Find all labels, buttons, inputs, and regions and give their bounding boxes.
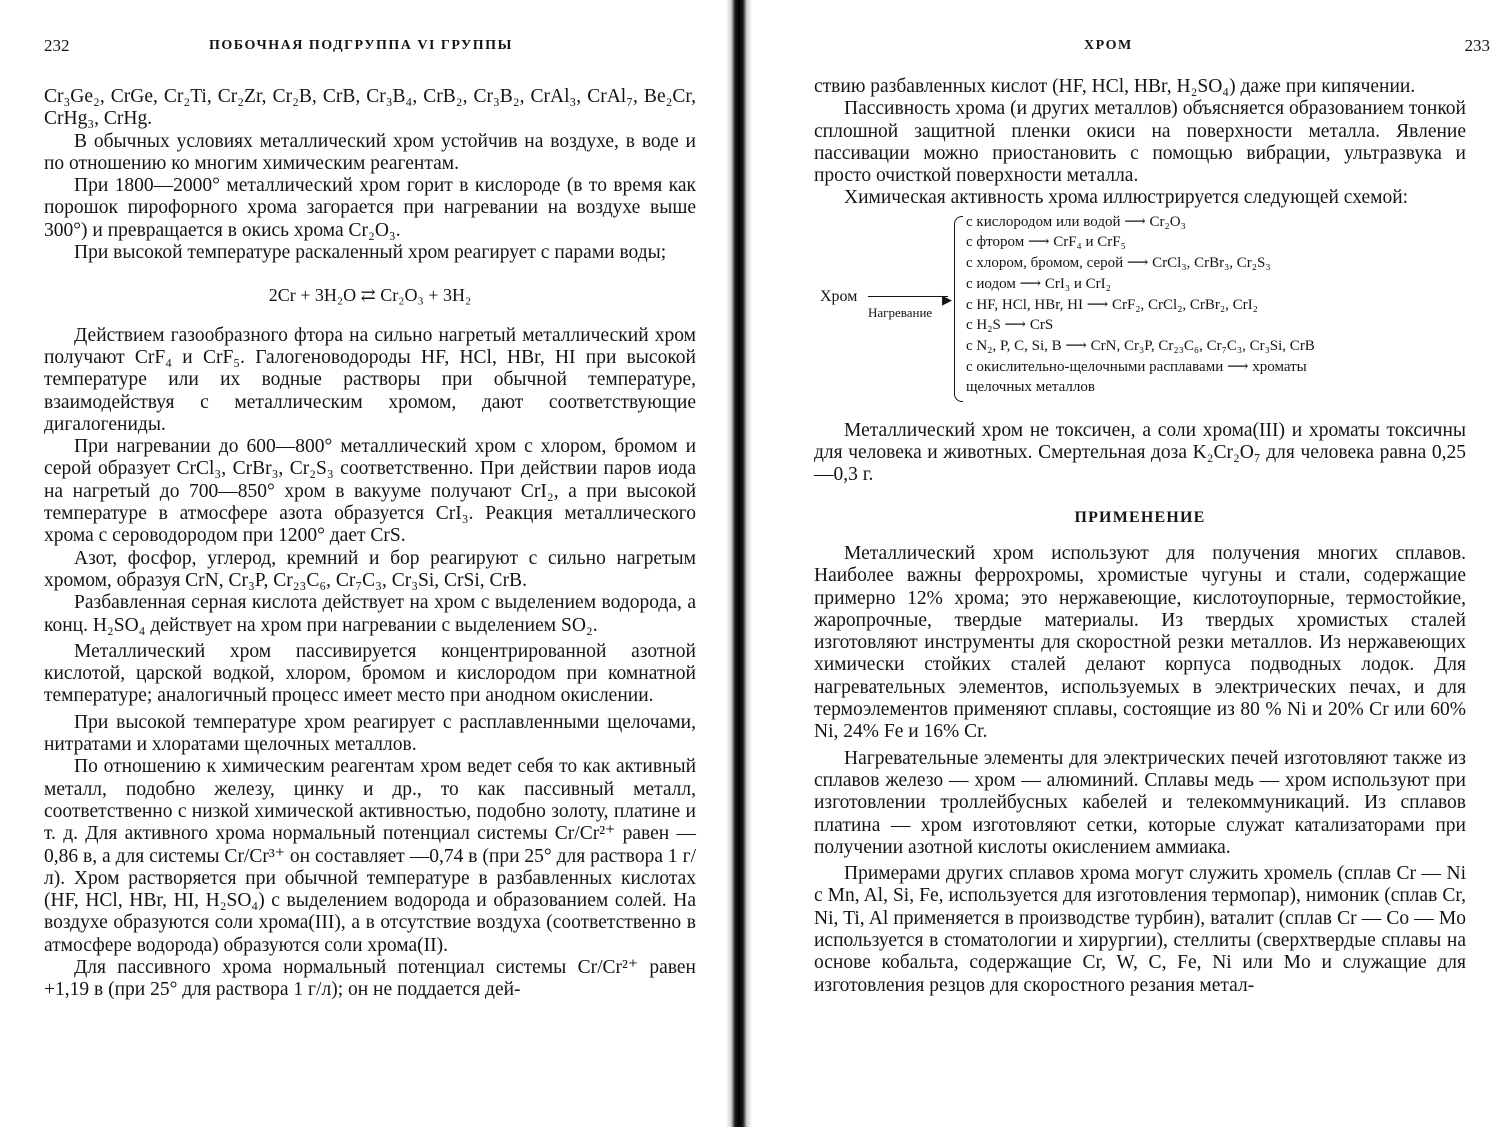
- paragraph: Металлический хром не токсичен, а соли хрома(III) и хроматы токсичны для человека и животных. Смертельная доза K₂Cr₂O₇ для человека равна 0,25—0,3 г.: [814, 419, 1466, 486]
- scheme-items: [966, 212, 1315, 398]
- scheme-item: с N₂, P, C, Si, B ⟶ CrN, Cr₃P, Cr₂₃C₆, Cr₇C₃, Cr₃Si, CrB: [966, 337, 1315, 354]
- left-page-body: [44, 86, 696, 1002]
- paragraph: При высокой температуре хром реагирует с расплавленными щелочами, нитратами и хлоратами щелочных металлов.: [44, 711, 696, 756]
- reaction-scheme: [814, 212, 1466, 408]
- paragraph: ствию разбавленных кислот (HF, HCl, HBr, H₂SO₄) даже при кипячении.: [814, 76, 1416, 97]
- paragraph: При 1800—2000° металлический хром горит в кислороде (в то время как порошок пирофорного хрома загорается при нагревании на воздухе выше 300°) и превращается в окись хрома Cr₂O₃.: [44, 175, 696, 241]
- paragraph: В обычных условиях металлический хром устойчив на воздухе, в воде и по отношению ко многим химическим реагентам.: [44, 130, 696, 174]
- scheme-item: с хлором, бромом, серой ⟶ CrCl₃, CrBr₃, Cr₂S₃: [966, 255, 1271, 272]
- scheme-condition: Нагревание: [868, 304, 933, 320]
- right-page: [814, 0, 1490, 1127]
- left-page: [44, 0, 696, 1127]
- paragraph: Пассивность хрома (и других металлов) объясняется образованием тонкой сплошной защитной пленки окиси на поверхности металла. Явление пассивации можно приостановить с помощью вибрации, ультразвука и просто очисткой поверхности металла.: [814, 98, 1466, 187]
- paragraph: Действием газообразного фтора на сильно нагретый металлический хром получают CrF₄ и CrF₅. Галогеноводороды HF, HCl, HBr, HI при высокой температуре или их водные растворы при обычной температуре, взаимодействуя с металлическим хромом, дают соответствующие дигалогениды.: [44, 324, 696, 435]
- section-heading: ПРИМЕНЕНИЕ: [1074, 508, 1206, 526]
- paragraph: Азот, фосфор, углерод, кремний и бор реагируют с сильно нагретым хромом, образуя CrN, Cr₃P, Cr₂₃C₆, Cr₇C₃, Cr₃Si, CrSi, CrB.: [44, 547, 696, 591]
- running-title-left: ПОБОЧНАЯ ПОДГРУППА VI ГРУППЫ: [209, 38, 513, 53]
- scheme-item: с фтором ⟶ CrF₄ и CrF₅: [966, 234, 1126, 251]
- paragraph: При высокой температуре раскаленный хром реагирует с парами воды;: [74, 242, 667, 264]
- paragraph: Металлический хром используют для получения многих сплавов. Наиболее важны феррохромы, хромистые чугуны и стали, содержащие примерно 12% хрома; это нержавеющие, кислотоупорные, термостойкие, жаропрочные, твердые материалы. Из твердых хромистых сталей изготовляют инструменты для скоростной резки металлов. Из нержавеющих химически стойких сталей делают корпуса подводных лодок. Для нагревательных элементов, используемых в электрических печах, и для термоэлементов применяют сплавы, состоящие из 80 % Ni и 20% Cr или 60% Ni, 24% Fe и 16% Cr.: [814, 542, 1466, 743]
- page-number-right: 233: [1464, 36, 1490, 55]
- paragraph: По отношению к химическим реагентам хром ведет себя то как активный металл, подобно железу, цинку и др., то как пассивный металл, соответственно с низкой химической активностью, подобно золоту, платине и т. д. Для активного хрома нормальный потенциал системы Cr/Cr²⁺ равен —0,86 в, а для системы Cr/Cr³⁺ он составляет —0,74 в (при 25° для раствора 1 г/л). Хром растворяется при обычной температуре в разбавленных кислотах (HF, HCl, HBr, HI, H₂SO₄) с выделением водорода и образованием солей. На воздухе образуются соли хрома(III), а в отсутствие воздуха (соответственно в атмосфере водорода) образуются соли хрома(II).: [44, 756, 696, 956]
- paragraph: Химическая активность хрома иллюстрируется следующей схемой:: [844, 187, 1409, 209]
- scheme-item: с окислительно-щелочными расплавами ⟶ хроматы: [966, 358, 1307, 375]
- book-gutter: [726, 0, 752, 1127]
- paragraph: Примерами других сплавов хрома могут служить хромель (сплав Cr — Ni с Mn, Al, Si, Fe, используется для изготовления термопар), нимоник (сплав Cr, Ni, Ti, Al применяется в производстве турбин), ваталит (сплав Cr — Co — Mo используется в стоматологии и хирургии), стеллиты (сверхтвердые сплавы на основе кобальта, содержащие Cr, W, C, Fe, Ni или Mo и служащие для изготовления резцов для скоростного резания метал-: [814, 863, 1466, 996]
- paragraph: Нагревательные элементы для электрических печей изготовляют также из сплавов железо — хром — алюминий. Сплавы медь — хром используют при изготовлении троллейбусных кабелей и телекоммуникаций. Из сплавов платина — хром изготовляют сетки, которые служат катализаторами при получении азотной кислоты окислением аммиака.: [814, 747, 1466, 858]
- scheme-item: с H₂S ⟶ CrS: [966, 317, 1054, 334]
- paragraph: Cr₃Ge₂, CrGe, Cr₂Ti, Cr₂Zr, Cr₂B, CrB, Cr₃B₄, CrB₂, Cr₃B₂, CrAl₃, CrAl₇, Be₂Cr, CrHg₃, CrHg.: [44, 86, 696, 130]
- right-running-head: [814, 36, 1490, 60]
- scheme-subject: Хром: [820, 287, 858, 305]
- paragraph: Разбавленная серная кислота действует на хром с выделением водорода, а конц. H₂SO₄ действует на хром при нагревании с выделением SO₂.: [44, 592, 696, 636]
- paragraph: При нагревании до 600—800° металлический хром с хлором, бромом и серой образует CrCl₃, CrBr₃, Cr₂S₃ соответственно. При действии паров иода на нагретый до 700—850° хром в вакууме получают CrI₂, а при высокой температуре в атмосфере азота образуется CrI₃. Реакция металлического хрома с сероводородом при 1200° дает CrS.: [44, 436, 696, 547]
- arrow-head-icon: ▶: [942, 291, 952, 307]
- equation: 2Cr + 3H₂O ⇄ Cr₂O₃ + 3H₂: [268, 285, 472, 306]
- right-page-body: [814, 76, 1466, 997]
- scheme-item: с иодом ⟶ CrI₃ и CrI₂: [966, 275, 1111, 292]
- curly-brace-icon: [954, 216, 963, 402]
- left-running-head: [44, 36, 696, 60]
- scheme-item: с кислородом или водой ⟶ Cr₂O₃: [966, 213, 1186, 230]
- running-title-right: ХРОМ: [1084, 38, 1133, 53]
- paragraph: Металлический хром пассивируется концентрированной азотной кислотой, царской водкой, хлором, бромом и кислородом при комнатной температуре; аналогичный процесс имеет место при анодном окислении.: [44, 640, 696, 707]
- scheme-item: с HF, HCl, HBr, HI ⟶ CrF₂, CrCl₂, CrBr₂, CrI₂: [966, 296, 1258, 313]
- scheme-arrow: [868, 296, 948, 297]
- scheme-item: щелочных металлов: [966, 379, 1095, 396]
- paragraph: Для пассивного хрома нормальный потенциал системы Cr/Cr²⁺ равен +1,19 в (при 25° для раствора 1 г/л); он не поддается дей-: [44, 956, 696, 1001]
- page-number-left: 232: [44, 36, 70, 55]
